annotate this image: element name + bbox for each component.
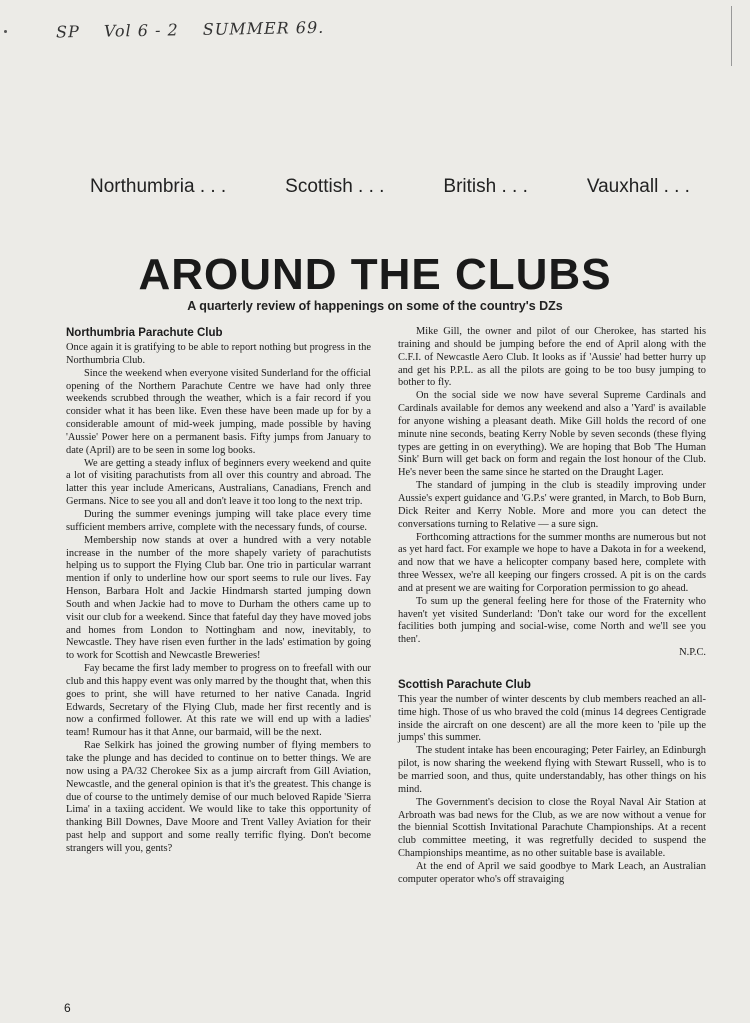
handwritten-note [56,18,343,42]
handwritten-note-part: SUMMER 69. [202,17,325,39]
paragraph: Mike Gill, the owner and pilot of our Cherokee, has started his training and should be jumping before the end of April along with the C.F.I. of Newcastle Aero Club. It looks as if 'Aussie' had better hurry up and get his P.P.L. as all the pilots are going to be too busy jumping to bother to fly. [398,326,706,389]
article-headline: AROUND THE CLUBS [138,250,612,299]
paragraph: The student intake has been encouraging; Peter Fairley, an Edinburgh pilot, is now sharing the weekend flying with Stewart Russell, who is to be married soon, and thus, quite understandably, has other things on his mind. [398,745,706,795]
paragraph: On the social side we now have several Supreme Cardinals and Cardinals available for demos any weekend and also a 'Yard' is available for anyone wishing a pleasant death. Mike Gill holds the record of one minute nine seconds, beating Kerry Noble by seven seconds (these flying types are getting in on everything). We are hoping that Bob 'The Human Sink' Burn will get back on form and regain the lost honour of the Club. He's never been the same since he started on the Draught Lager. [398,390,706,479]
paragraph: Membership now stands at over a hundred with a very notable increase in the number of the more shapely variety of parachutists helping us to support the Flying Club bar. One trio in particular warrant mention if only to underline how our sport seems to rule our lives. Fay Henson, Barbara Holt and Jackie Hindmarsh started jumping down South and when Jackie had to move to Durham the others came up to visit our club for a weekend. Since that fateful day they have moved jobs and homes from London to Nottingham and now, inevitably, to Newcastle. They have risen even further in the lads' estimation by going to work for Scottish and Newcastle Breweries! [66,534,371,662]
paragraph: We are getting a steady influx of beginners every weekend and quite a lot of visiting parachutists from all over this country and abroad. The latter this year include Americans, Australians, Canadians, French and Germans. Nice to see you all and don't leave it too long to the next trip. [66,457,371,508]
handwritten-note-part: SP [55,22,80,42]
paragraph: During the summer evenings jumping will take place every time sufficient members arrive, complete with the necessary funds, of course. [66,508,371,533]
paragraph: Once again it is gratifying to be able to report nothing but progress in the Northumbria Club. [66,342,371,366]
club-taglines [90,176,690,198]
paper-mark [4,30,7,33]
paragraph: The Government's decision to close the Royal Naval Air Station at Arbroath was bad news for the Club, as we are now without a venue for the biennial Scottish Invitational Parachute Championships. At a recent club committee meeting, it was regretfully decided to suspend the Championships meantime, as no other suitable base is available. [398,796,706,860]
paragraph: Forthcoming attractions for the summer months are numerous but not as yet hard fact. For example we hope to have a Dakota in for a weekend, and now that we have a helicopter company based here, complete with three Wessex, we're all keeping our fingers crossed. A pit is on the cards and at present we are waiting for Corporation permission to go ahead. [398,531,706,594]
left-column [66,326,371,856]
section-heading: Scottish Parachute Club [398,678,531,691]
paragraph: To sum up the general feeling here for those of the Fraternity who haven't yet visited Sunderland: 'Don't take our word for the excellent facilities both jumping and social-wise, come North and we'll see you then'. [398,595,706,646]
paper-mark [731,6,732,66]
article-subheadline: A quarterly review of happenings on some of the country's DZs [187,299,563,313]
tagline: Vauxhall . . . [586,176,690,197]
signature: N.P.C. [679,647,706,659]
page-number: 6 [64,1001,71,1015]
right-column [398,326,706,887]
paragraph: The standard of jumping in the club is steadily improving under Aussie's expert guidance and 'G.P.s' were granted, in March, to Bob Burn, Dick Reiter and Kerry Noble. More and more you can detect the conversations turning to Relative — a sure sign. [398,480,706,530]
handwritten-note-part: Vol 6 - 2 [103,20,179,41]
paragraph: Fay became the first lady member to progress on to freefall with our club and this happy event was only marred by the thought that, when this goes to print, she will have returned to her native Canada. Ingrid Edwards, Secretary of the Flying Club, made her first recently and is now a confirmed follower. At this rate we will end up with a ladies' team! Rumour has it that Anne, our barmaid, will be the next. [66,663,371,739]
tagline: Scottish . . . [285,176,385,197]
paragraph: Since the weekend when everyone visited Sunderland for the official opening of the Northern Parachute Centre we have had only three weekends scrubbed through the weather, which is a fair record if you consider what it has been like. Even these have been made up for by a considerable amount of mid-week jumping, made possible by having 'Aussie' Power here on a permanent basis. Fifty jumps from January to date (April) are to be seen in some log books. [66,367,371,456]
tagline: British . . . [443,176,528,197]
paragraph: This year the number of winter descents by club members reached an all-time high. Those of us who braved the cold (minus 14 degrees Centigrade inside the aircraft on one descent) are all the more keen to 'pile up the jumps' this summer. [398,693,706,744]
paragraph: At the end of April we said goodbye to Mark Leach, an Australian computer operator who's off stravaiging [398,860,706,885]
paragraph: Rae Selkirk has joined the growing number of flying members to take the plunge and has decided to continue on to better things. We are now using a PA/32 Cherokee Six as a jump aircraft from Gill Aviation, Newcastle, and the general opinion is that it's the greatest. This change is due of course to the untimely demise of our much beloved Rapide 'Sierra Lima' in a taxiing accident. We would like to take this opportunity of thanking Bill Downes, Dave Moore and Trent Valley Aviation for their past help and support and some really terrific flying. Don't become strangers will you, gents? [66,740,371,854]
tagline: Northumbria . . . [90,176,227,197]
section-heading: Northumbria Parachute Club [66,327,223,339]
